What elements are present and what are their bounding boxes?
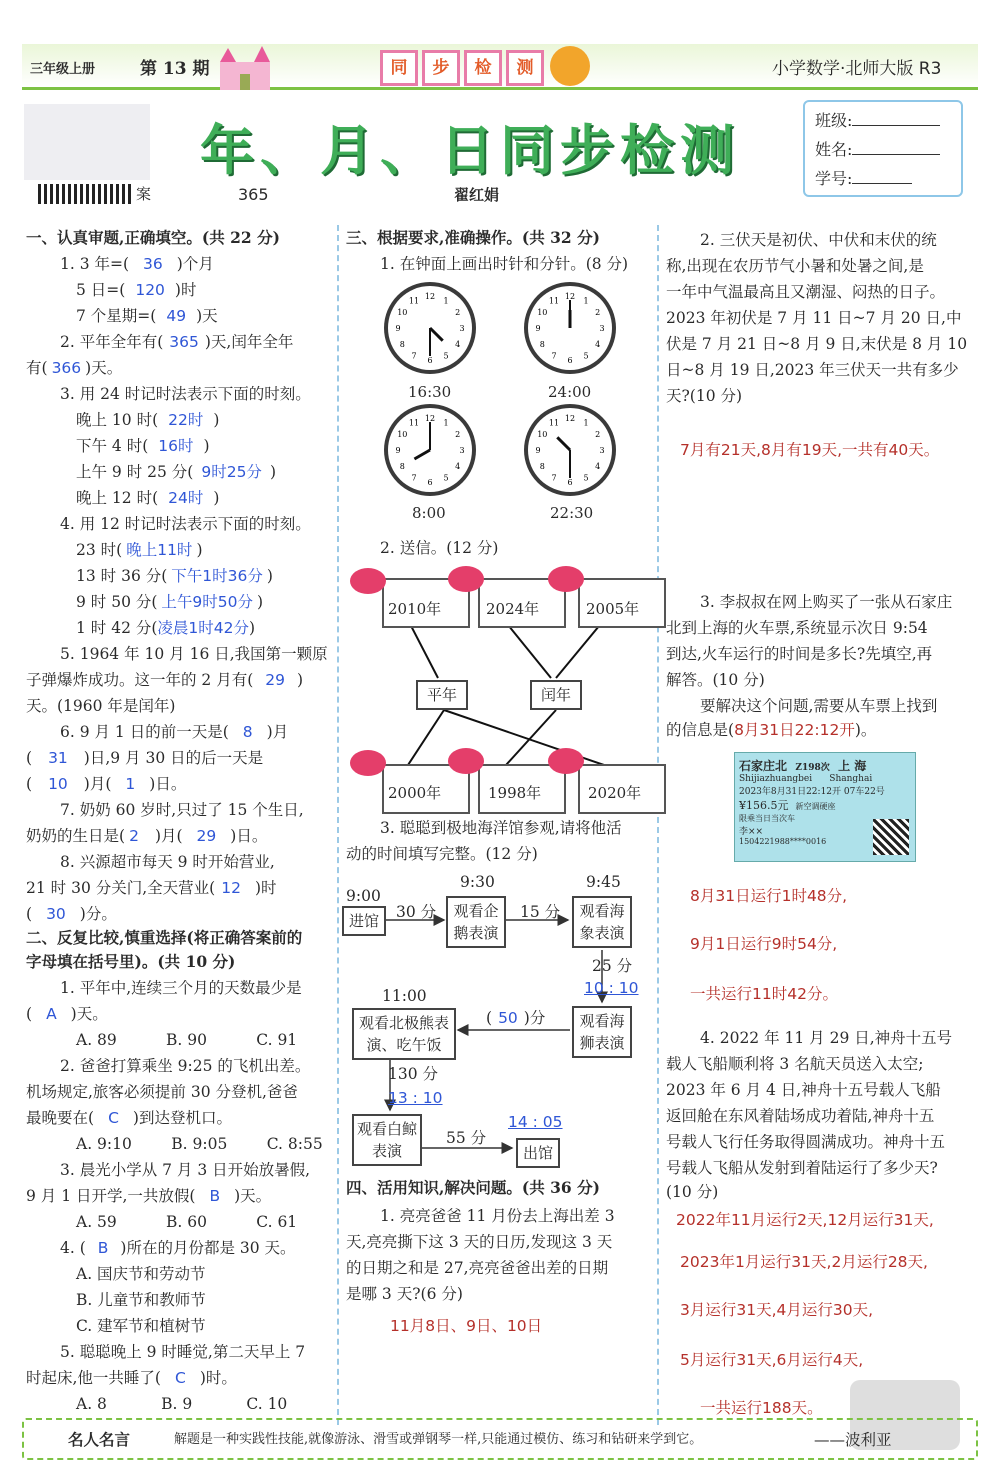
question: 1. 平年中,连续三个月的天数最少是: [60, 979, 302, 997]
clock-number: 3: [459, 446, 465, 455]
column-divider: [337, 225, 339, 1425]
clock-number: 7: [411, 351, 417, 361]
envelope-year: 2000年: [388, 784, 442, 802]
clock-face[interactable]: [524, 404, 616, 496]
clock-number: 2: [455, 430, 461, 439]
class-field[interactable]: [852, 110, 940, 126]
envelope-year: 2020年: [588, 784, 642, 802]
clock-number: 7: [411, 473, 417, 483]
leap-year-box: 闰年: [530, 680, 582, 710]
question: ( 30 )分。: [26, 905, 117, 923]
question: 一年中气温最高且又潮湿、闷热的日子。: [666, 283, 946, 301]
question: 是哪 3 天?(6 分): [346, 1285, 463, 1303]
clock-number: 12: [424, 414, 436, 423]
answer-text: 2023年1月运行31天,2月运行28天,: [680, 1253, 928, 1271]
question: ( 31 )日,9 月 30 日的后一天是: [26, 749, 264, 767]
clock-number: 2: [455, 308, 461, 317]
time-label: 11:00: [382, 987, 427, 1005]
answer-text: 5月运行31天,6月运行4天,: [680, 1351, 864, 1369]
id-label: 学号:: [815, 169, 853, 188]
question: 7 个星期=( 49 )天: [76, 307, 218, 325]
question: 4. 2022 年 11 月 29 日,神舟十五号: [700, 1029, 953, 1047]
bird-icon: [548, 566, 584, 592]
question: 有( 366 )天。: [26, 359, 123, 377]
envelope-year: 2005年: [586, 600, 640, 618]
column-divider: [657, 225, 659, 1425]
question: 2. 爸爸打算乘坐 9:25 的飞机出差。: [60, 1057, 311, 1075]
clock-number: 12: [564, 414, 576, 423]
section1-heading: 一、认真审题,正确填空。(共 22 分): [26, 228, 280, 247]
question: 9 月 1 日开学,一共放假( B )天。: [26, 1187, 272, 1205]
issue-label: 第 13 期: [140, 59, 210, 79]
answer-text: 8月31日运行1时48分,: [690, 887, 848, 905]
clock-number: 8: [399, 462, 405, 471]
clock-number: 2: [595, 430, 601, 439]
question: 到达,火车运行的时间是多长?先填空,再: [666, 645, 933, 663]
option: B. 儿童节和教师节: [76, 1291, 206, 1309]
clock-number: 9: [535, 446, 541, 455]
question: 3. 聪聪到极地海洋馆参观,请将他活: [380, 819, 622, 837]
question: 上午 9 时 25 分( 9时25分 ): [76, 463, 276, 481]
clock-number: 1: [443, 418, 449, 428]
question: 北到上海的火车票,系统显示次日 9:54: [666, 619, 928, 637]
question: 6. 9 月 1 日的前一天是( 8 )月: [60, 723, 289, 741]
question: 动的时间填写完整。(12 分): [346, 845, 538, 863]
clock-number: 10: [537, 430, 548, 439]
exit-box: 出馆: [516, 1138, 560, 1168]
question: 解答。(10 分): [666, 671, 765, 689]
clock-number: 5: [583, 473, 589, 483]
clock-caption: 16:30: [408, 383, 452, 401]
clock-number: 5: [443, 473, 449, 483]
question: 时起床,他一共睡了( C )时。: [26, 1369, 237, 1387]
question: 2023 年 6 月 4 日,神舟十五号载人飞船: [666, 1081, 941, 1099]
question: 下午 4 时( 16时 ): [76, 437, 210, 455]
clock-number: 12: [564, 292, 576, 301]
class-label: 班级:: [815, 111, 853, 130]
tab-jian: 检: [464, 50, 502, 86]
time-label: 9:45: [586, 873, 621, 891]
clock-number: 4: [595, 340, 601, 349]
clock-number: 5: [443, 351, 449, 361]
clock-hand: [557, 437, 570, 450]
clock-number: 1: [443, 296, 449, 306]
question: 号载人飞船从发射到着陆运行了多少天?: [666, 1159, 938, 1177]
answer-text: 7月有21天,8月有19天,一共有40天。: [680, 441, 940, 459]
question: 1 时 42 分(凌晨1时42分): [76, 619, 256, 637]
question: 天?(10 分): [666, 387, 743, 405]
question: 2. 送信。(12 分): [380, 539, 499, 557]
id-field[interactable]: [852, 168, 912, 184]
clock-number: 4: [595, 462, 601, 471]
clock-caption: 24:00: [548, 383, 592, 401]
student-info-box: [803, 100, 963, 197]
grade-label: 三年级上册: [30, 62, 96, 77]
question: 天,亮亮撕下这 3 天的日历,发现这 3 天: [346, 1233, 613, 1251]
question: 4. 用 12 时记时法表示下面的时刻。: [60, 515, 311, 533]
clock-face[interactable]: [384, 404, 476, 496]
question: 号载人飞行任务取得圆满成功。神舟十五: [666, 1133, 946, 1151]
clock-number: 10: [397, 308, 408, 317]
clock-number: 6: [427, 356, 433, 365]
handwritten-count: 365: [238, 185, 269, 204]
clock-number: 6: [567, 478, 573, 487]
options: A. 59 B. 60 C. 61: [76, 1213, 298, 1231]
question: 子弹爆炸成功。这一年的 2 月有( 29 ): [26, 671, 304, 689]
clock-number: 7: [551, 351, 557, 361]
beluga-show-box: 观看白鲸表演: [352, 1114, 422, 1166]
qr-code-icon: [38, 184, 134, 204]
question: 3. 晨光小学从 7 月 3 日开始放暑假,: [60, 1161, 311, 1179]
train-ticket: 石家庄北 Z198次 上 海 Shijiazhuangbei Shanghai 2023年8月31日22:12开 07车22号 ¥156.5元 新空调硬座 限乘当日当次车 李×× 1504221988****0016: [734, 752, 916, 862]
bird-icon: [548, 748, 584, 774]
question: 3. 李叔叔在网上购买了一张从石家庄: [700, 593, 953, 611]
question: 1. 在钟面上画出时针和分针。(8 分): [380, 255, 629, 273]
clock-number: 6: [427, 478, 433, 487]
question: 1. 3 年=( 36 )个月: [60, 255, 214, 273]
clock-number: 3: [599, 446, 605, 455]
duration-label: 55 分: [446, 1129, 487, 1147]
clock-number: 10: [397, 430, 408, 439]
bird-icon: [448, 566, 484, 592]
duration-label: 130 分: [388, 1065, 439, 1083]
option: C. 建军节和植树节: [76, 1317, 206, 1335]
question: 1. 亮亮爸爸 11 月份去上海出差 3: [380, 1207, 615, 1225]
question: 晚上 12 时( 24时 ): [76, 489, 220, 507]
clock-number: 7: [551, 473, 557, 483]
clock-number: 12: [424, 292, 436, 301]
clock-number: 9: [395, 324, 401, 333]
section2-heading: 二、反复比较,慎重选择(将正确答案前的: [26, 928, 303, 947]
question: 2. 三伏天是初伏、中伏和末伏的统: [700, 231, 937, 249]
question: 23 时( 晚上11时 ): [76, 541, 203, 559]
question: 5. 聪聪晚上 9 时睡觉,第二天早上 7: [60, 1343, 306, 1361]
redacted-area: [24, 104, 150, 180]
options: A. 89 B. 90 C. 91: [76, 1031, 298, 1049]
question: 4. ( B )所在的月份都是 30 天。: [60, 1239, 296, 1257]
question: 9 时 50 分( 上午9时50分 ): [76, 593, 264, 611]
clock-number: 6: [567, 356, 573, 365]
envelope-year: 2024年: [486, 600, 540, 618]
duration-label: 25 分: [592, 957, 633, 975]
footer-text: 解题是一种实践性技能,就像游泳、滑雪或弹钢琴一样,只能通过模仿、练习和钻研来学到它。: [174, 1432, 703, 1447]
question: 3. 用 24 时记时法表示下面的时刻。: [60, 385, 311, 403]
question: 5 日=( 120 )时: [76, 281, 197, 299]
bird-icon: [350, 568, 386, 594]
answer-text: 一共运行188天。: [700, 1399, 823, 1417]
lion-icon: [550, 46, 590, 86]
clock-face[interactable]: [524, 282, 616, 374]
envelope-year: 2010年: [388, 600, 442, 618]
clock-number: 9: [535, 324, 541, 333]
castle-icon: [210, 44, 280, 90]
question: 最晚要在( C )到达登机口。: [26, 1109, 232, 1127]
question: 日~8 月 19 日,2023 年三伏天一共有多少: [666, 361, 959, 379]
clock-face[interactable]: [384, 282, 476, 374]
footer-author: ——波利亚: [814, 1431, 892, 1449]
clock-number: 4: [455, 340, 461, 349]
section4-heading: 四、活用知识,解决问题。(共 36 分): [346, 1178, 600, 1197]
question: 2. 平年全年有( 365 )天,闰年全年: [60, 333, 294, 351]
clock-number: 2: [595, 308, 601, 317]
footer-quote: [22, 1418, 978, 1460]
answer-time: 10 : 10: [584, 979, 639, 997]
clock-caption: 22:30: [550, 504, 594, 522]
bird-icon: [448, 748, 484, 774]
walrus-show-box: 观看海象表演: [572, 896, 632, 948]
tab-tong: 同: [380, 50, 418, 86]
question: (10 分): [666, 1183, 719, 1201]
question: ( 10 )月( 1 )日。: [26, 775, 187, 793]
clock-number: 1: [583, 296, 589, 306]
question: 晚上 10 时( 22时 ): [76, 411, 220, 429]
answer-text: 2022年11月运行2天,12月运行31天,: [676, 1211, 934, 1229]
question: ( A )天。: [26, 1005, 108, 1023]
section3-heading: 三、根据要求,准确操作。(共 32 分): [346, 228, 600, 247]
answer-time: 14 : 05: [508, 1113, 563, 1131]
clock-number: 10: [537, 308, 548, 317]
question: 13 时 36 分( 下午1时36分 ): [76, 567, 273, 585]
question: 载人飞船顺利将 3 名航天员送入太空;: [666, 1055, 924, 1073]
question: 天。(1960 年是闰年): [26, 697, 176, 715]
clock-number: 4: [455, 462, 461, 471]
clock-number: 8: [539, 462, 545, 471]
enter-box: 进馆: [342, 906, 386, 936]
bird-icon: [350, 750, 386, 776]
time-label: 9:30: [460, 873, 495, 891]
clock-number: 11: [408, 418, 420, 428]
clock-number: 11: [548, 296, 560, 306]
name-field[interactable]: [852, 139, 940, 155]
clock-number: 3: [599, 324, 605, 333]
question: 7. 奶奶 60 岁时,只过了 15 个生日,: [60, 801, 304, 819]
clock-hand: [430, 328, 443, 341]
duration-label: 15 分: [520, 903, 561, 921]
duration-label: ( 50 )分: [486, 1009, 546, 1027]
question: 称,出现在农历节气小暑和处暑之间,是: [666, 257, 924, 275]
option: A. 国庆节和劳动节: [76, 1265, 206, 1283]
question: 8. 兴源超市每天 9 时开始营业,: [60, 853, 275, 871]
footer-label: 名人名言: [68, 1430, 131, 1449]
clock-number: 11: [548, 418, 560, 428]
question: 要解决这个问题,需要从车票上找到: [700, 697, 938, 715]
clock-number: 1: [583, 418, 589, 428]
question: 奶奶的生日是( 2 )月( 29 )日。: [26, 827, 268, 845]
clock-number: 9: [395, 446, 401, 455]
clock-number: 8: [399, 340, 405, 349]
margin-annotation: 案: [136, 185, 152, 203]
answer-time: 13 : 10: [388, 1089, 443, 1107]
polar-bear-show-box: 观看北极熊表演、吃午饭: [352, 1008, 456, 1060]
question: 机场规定,旅客必须提前 30 分登机,爸爸: [26, 1083, 298, 1101]
time-label: 9:00: [346, 887, 381, 905]
subject-label: 小学数学·北师大版 R3: [772, 59, 942, 79]
ticket-qr-icon: [873, 819, 909, 855]
question: 的信息是(8月31日22:12开)。: [666, 721, 877, 739]
sea-lion-show-box: 观看海狮表演: [572, 1006, 632, 1058]
tab-bu: 步: [422, 50, 460, 86]
clock-number: 8: [539, 340, 545, 349]
clock-number: 5: [583, 351, 589, 361]
name-label: 姓名:: [815, 140, 853, 159]
clock-caption: 8:00: [412, 504, 446, 522]
envelope-year: 1998年: [488, 784, 542, 802]
tab-ce: 测: [506, 50, 544, 86]
question: 21 时 30 分关门,全天营业( 12 )时: [26, 879, 277, 897]
question: 的日期之和是 27,亮亮爸爸出差的日期: [346, 1259, 609, 1277]
author-name: 翟红娟: [454, 186, 500, 204]
options: A. 8 B. 9 C. 10: [76, 1395, 288, 1413]
section2-heading: 字母填在括号里)。(共 10 分): [26, 952, 236, 971]
options: A. 9:10 B. 9:05 C. 8:55: [76, 1135, 323, 1153]
answer-text: 11月8日、9日、10日: [390, 1317, 543, 1335]
question: 2023 年初伏是 7 月 11 日~7 月 20 日,中: [666, 309, 962, 327]
answer-text: 3月运行31天,4月运行30天,: [680, 1301, 874, 1319]
question: 5. 1964 年 10 月 16 日,我国第一颗原: [60, 645, 328, 663]
answer-text: 9月1日运行9时54分,: [690, 935, 838, 953]
page-title: 年、月、日同步检测: [200, 119, 740, 182]
answer-text: 一共运行11时42分。: [690, 985, 838, 1003]
common-year-box: 平年: [416, 680, 468, 710]
question: 伏是 7 月 21 日~8 月 9 日,末伏是 8 月 10: [666, 335, 968, 353]
penguin-show-box: 观看企鹅表演: [446, 896, 506, 948]
clock-number: 11: [408, 296, 420, 306]
clock-number: 3: [459, 324, 465, 333]
duration-label: 30 分: [396, 903, 437, 921]
question: 返回舱在东风着陆场成功着陆,神舟十五: [666, 1107, 935, 1125]
clock-hand: [414, 450, 430, 459]
